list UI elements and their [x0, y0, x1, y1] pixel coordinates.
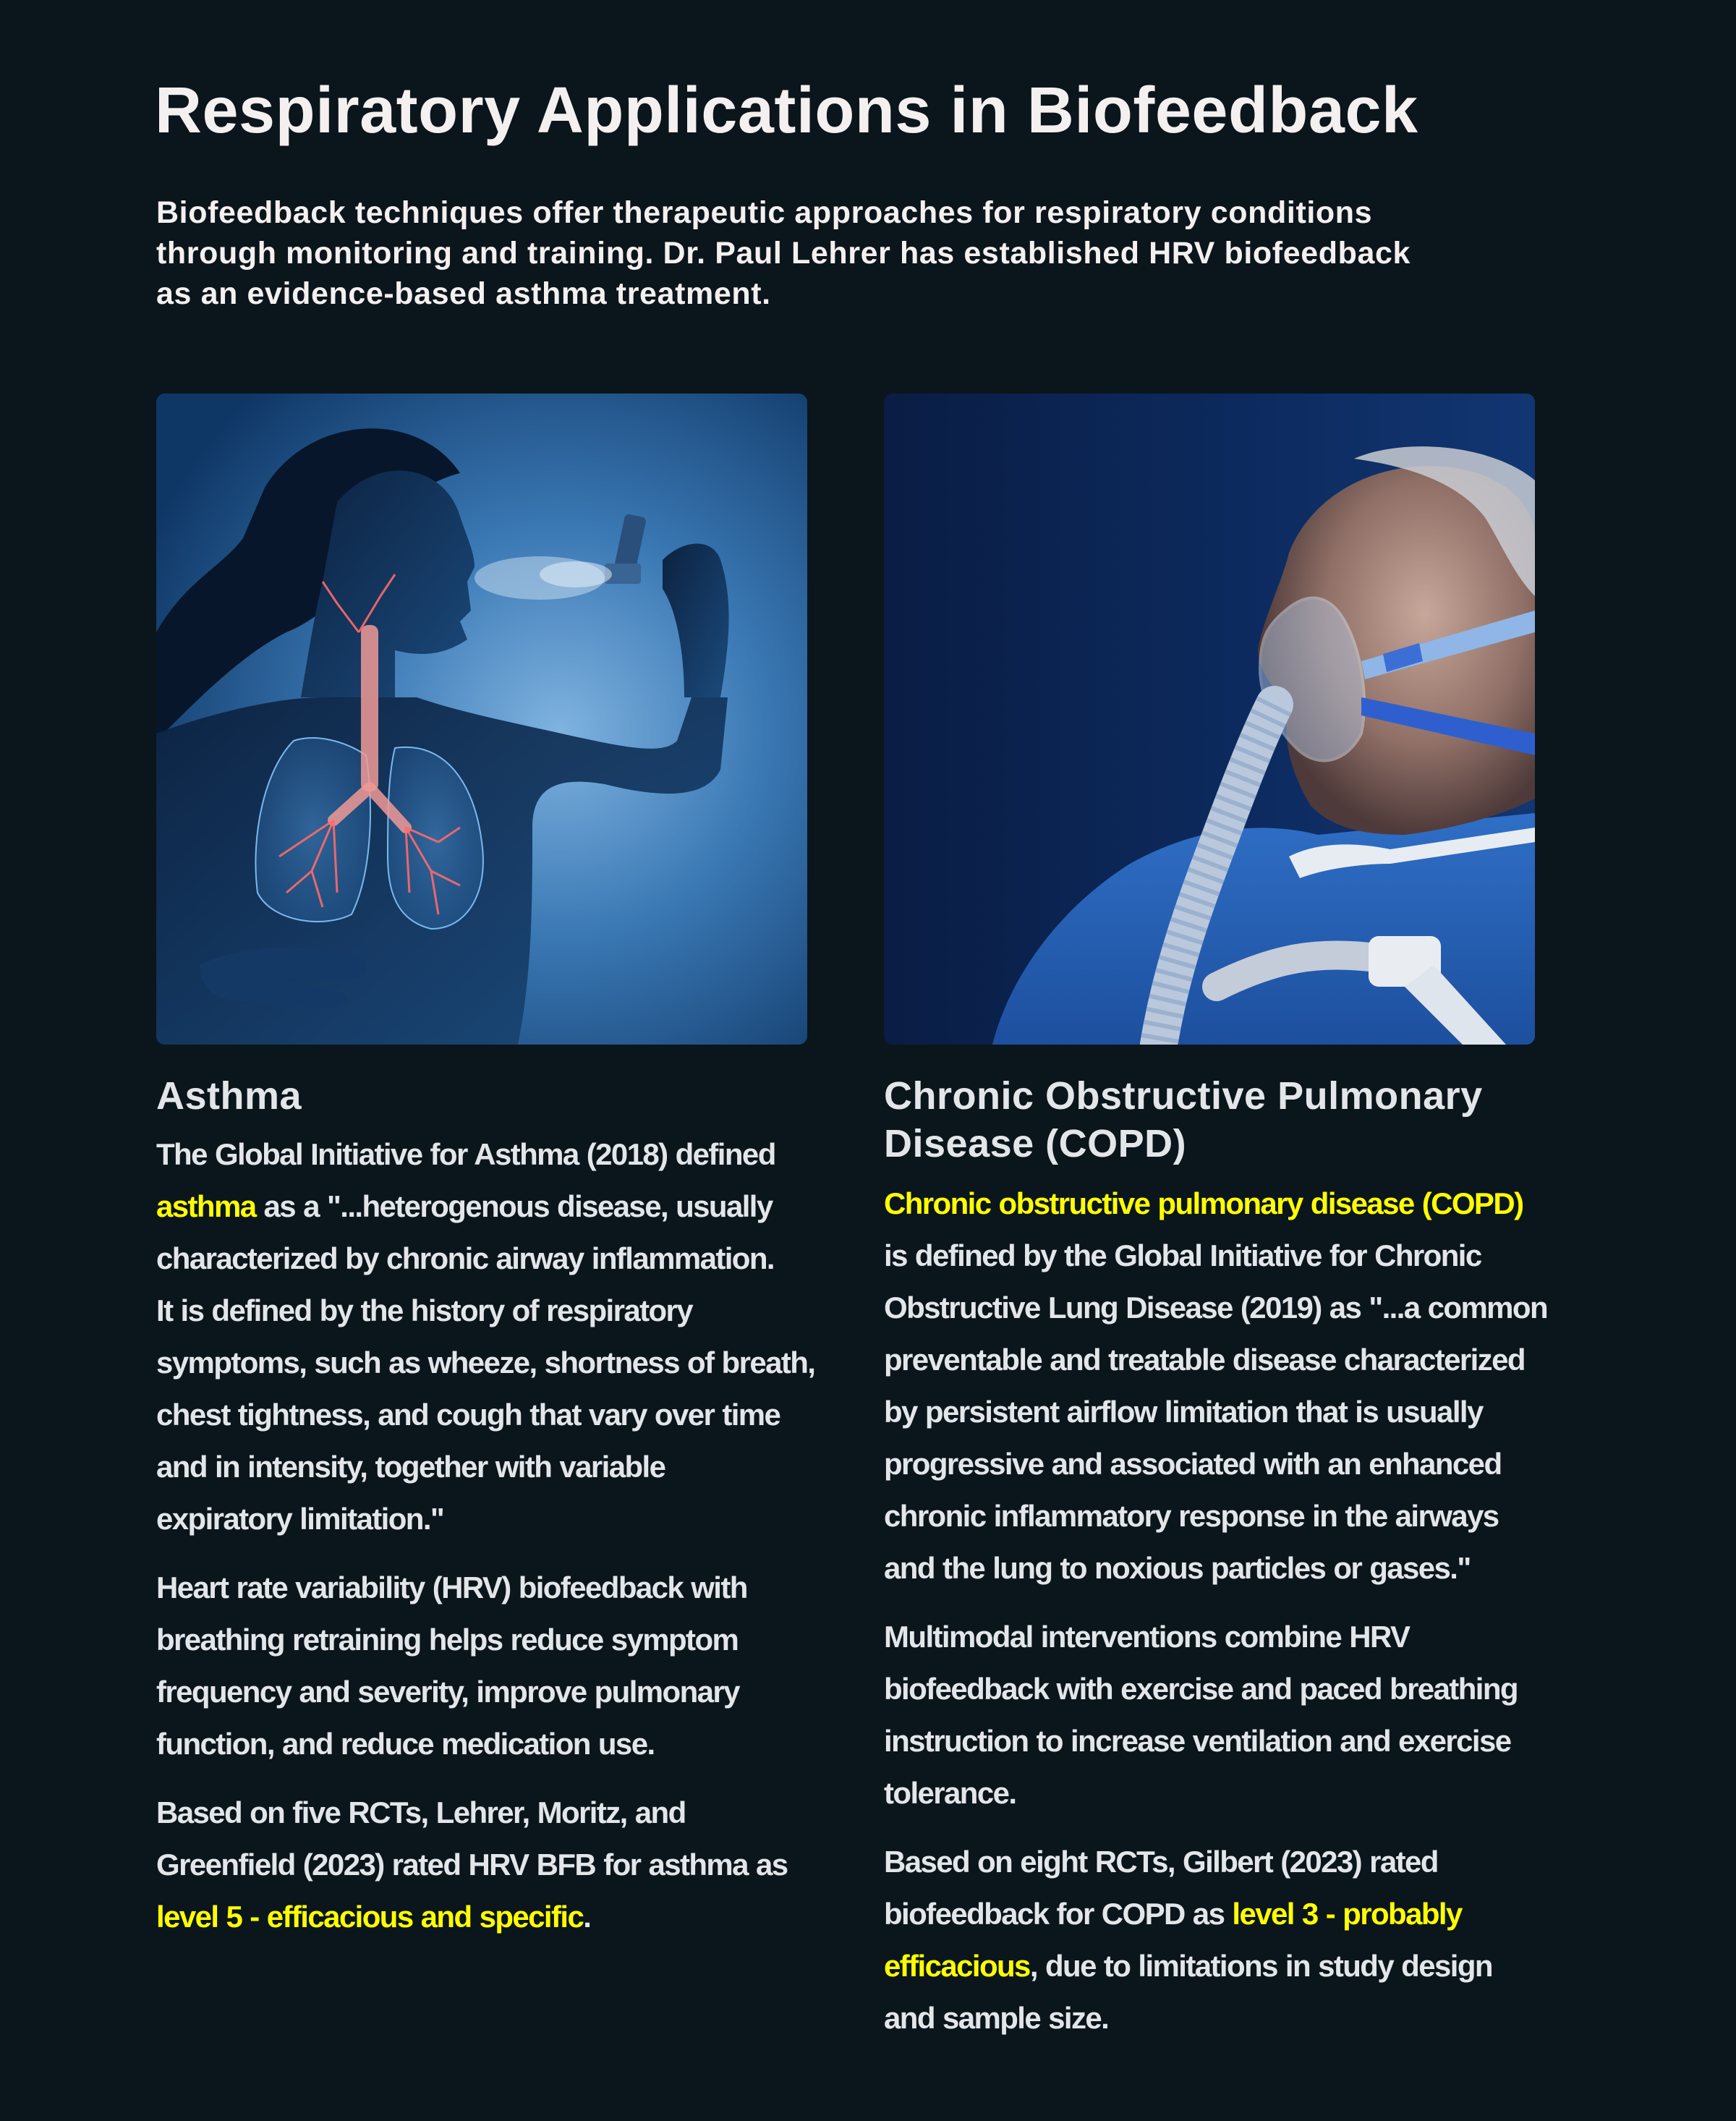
highlight-efficacy-level: level 3 - probably [1232, 1897, 1462, 1931]
inhaler-illustration-icon [156, 394, 807, 1045]
copd-card [884, 394, 1581, 2044]
asthma-card [156, 394, 854, 1943]
asthma-hrv-paragraph: Heart rate variability (HRV) biofeedback with breathing retraining helps reduce symptom frequency and severity, improve pulmonary function, and reduce medication use. [156, 1570, 747, 1761]
copd-definition-paragraph: Chronic obstructive pulmonary disease (COPD) is defined by the Global Initiative for Chronic Obstructive Lung Disease (2019) as "...a common preventable and treatable disease characterized by persistent airflow limitation that is usually progressive and associated with an enhanced chronic inflammatory response in the airways and the lung to noxious particles or gases." [884, 1186, 1548, 1585]
asthma-definition-paragraph: The Global Initiative for Asthma (2018) defined asthma as a "...heterogenous disease, usually characterized by chronic airway inflammation. It is defined by the history of respiratory symptoms, such as wheeze, shortness of breath, chest tightness, and cough that vary over time and in intensity, together with variable expiratory limitation." [156, 1137, 815, 1536]
asthma-rating-paragraph: Based on five RCTs, Lehrer, Moritz, and Greenfield (2023) rated HRV BFB for asthma as level 5 - efficacious and specific. [156, 1795, 788, 1934]
oxygen-mask-patient-icon [884, 394, 1535, 1045]
copd-body [884, 1178, 1581, 2044]
highlight-asthma: asthma [156, 1189, 256, 1223]
copd-rating-paragraph: Based on eight RCTs, Gilbert (2023) rated biofeedback for COPD as level 3 - probably efficacious, due to limitations in study design and sample size. [884, 1845, 1492, 2035]
asthma-image [156, 394, 807, 1045]
copd-multimodal-paragraph: Multimodal interventions combine HRV biofeedback with exercise and paced breathing instruction to increase ventilation and exercise tolerance. [884, 1620, 1518, 1810]
copd-image [884, 394, 1535, 1045]
highlight-efficacy-level: level 5 - efficacious and specific [156, 1900, 584, 1934]
highlight-efficacious: efficacious [884, 1949, 1030, 1983]
asthma-heading: Asthma [156, 1074, 302, 1118]
page-subtitle [156, 192, 1603, 314]
subtitle-line: through monitoring and training. Dr. Paul Lehrer has established HRV biofeedback [156, 236, 1411, 271]
asthma-body [156, 1128, 854, 1943]
subtitle-line: as an evidence-based asthma treatment. [156, 276, 771, 311]
page-title: Respiratory Applications in Biofeedback [155, 75, 1418, 147]
copd-heading: Chronic Obstructive Pulmonary Disease (COPD) [884, 1074, 1483, 1165]
subtitle-line: Biofeedback techniques offer therapeutic approaches for respiratory conditions [156, 195, 1373, 230]
highlight-copd: Chronic obstructive pulmonary disease (COPD) [884, 1186, 1523, 1220]
